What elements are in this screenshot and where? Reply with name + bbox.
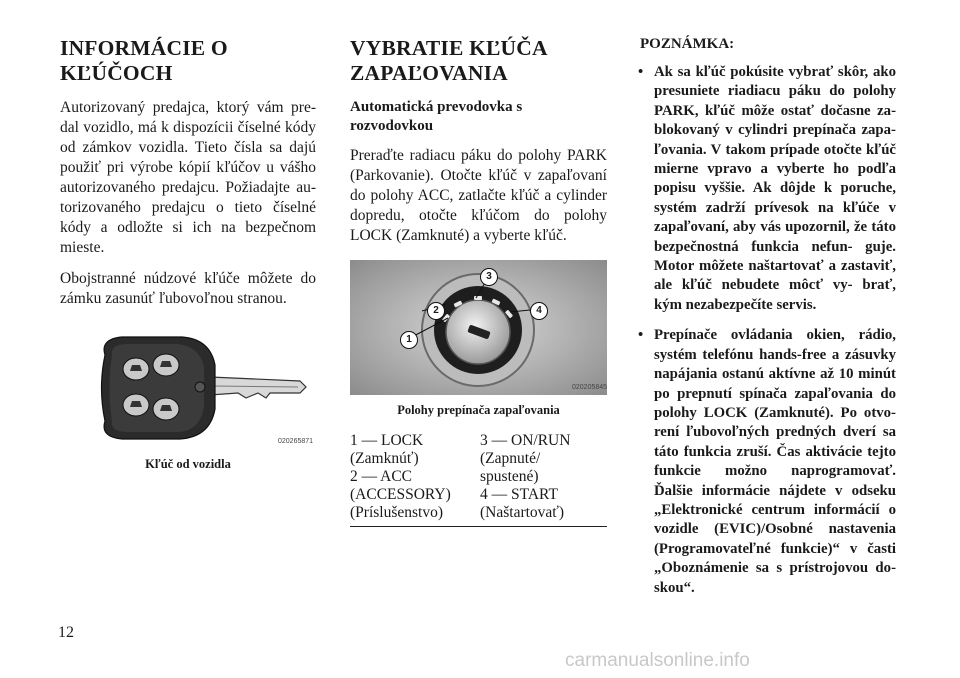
legend-cell: 3 — ON/RUN — [480, 432, 571, 449]
remove-key-subtitle: Automatická prevodovka s rozvodovkou — [350, 99, 523, 134]
note-section — [638, 36, 896, 609]
legend-cell: (ACCESSORY) — [350, 486, 451, 503]
callout-2: 2 — [427, 302, 445, 320]
note-bullet-1: • Ak sa kľúč pokúsite vybrať skôr, ako presuniete riadiacu páku do polohy PARK, kľúč môže ostať dočasne za- blokovaný v cylindri prepínača zapa- ľovania. V takom prípade otočte kľúč mierne vpravo a vyberte ho podľa popisu vyššie. Ak dôjde k poruche, systém zadrží prívesok na kľúče v zapaľovaní, aby vás upozornil, že táto bezpečnostná funkcia nefun- guje. Motor môžete naštartovať a zastaviť, ale kľúč nebudete môcť vy- brať, kým nezabezpečíte servis. — [638, 63, 896, 315]
legend-cell: (Zapnuté/ — [480, 450, 541, 467]
legend-cell: 4 — START — [480, 486, 558, 503]
key-info-section — [60, 36, 316, 472]
ignition-figure-caption: Polohy prepínača zapaľovania — [397, 403, 560, 417]
legend-cell: (Naštartovať) — [480, 504, 565, 521]
remove-key-title-line1: VYBRATIE KĽÚČA — [350, 36, 548, 60]
key-info-paragraph-2: Obojstranné núdzové kľúče môžete do zámku zasunúť ľubovoľnou stranou. — [60, 270, 316, 307]
ignition-switch-illustration — [350, 260, 607, 395]
key-info-title — [60, 36, 316, 86]
callout-4: 4 — [530, 302, 548, 320]
remove-key-title — [350, 36, 607, 86]
legend-cell: (Zamknúť) — [350, 450, 419, 467]
page-number: 12 — [58, 624, 74, 641]
key-figure-code: 020265871 — [278, 438, 314, 445]
callout-3: 3 — [480, 268, 498, 286]
legend-cell: 1 — LOCK — [350, 432, 424, 449]
note-list — [638, 63, 896, 598]
remove-key-section — [350, 36, 607, 527]
key-info-paragraph-1: Autorizovaný predajca, ktorý vám pre- dal vozidlo, má k dispozícii číselné kódy od zámkov vozidla. Tieto čísla sa dajú použiť pri výrobe kópií kľúčov u vášho autorizovaného predajcu. Požiadajte au- torizovaného predajcu o tieto číselné kódy a odložte si ich na bezpečnom mieste. — [60, 99, 316, 256]
ignition-positions-legend — [350, 432, 607, 527]
key-info-title-line2: KĽÚČOCH — [60, 61, 173, 85]
key-figure — [60, 325, 316, 451]
key-info-title-line1: INFORMÁCIE O — [60, 36, 228, 60]
ignition-figure-code: 020205845 — [572, 384, 608, 391]
legend-cell: (Príslušenstvo) — [350, 504, 443, 521]
callout-1: 1 — [400, 331, 418, 349]
footer-watermark: carmanualsonline.info — [565, 650, 750, 671]
legend-cell: 2 — ACC — [350, 468, 413, 485]
remove-key-title-line2: ZAPAĽOVANIA — [350, 61, 508, 85]
remove-key-paragraph: Preraďte radiacu páku do polohy PARK (Parkovanie). Otočte kľúč v zapaľovaní do polohy ACC, zatlačte kľúč a cylinder dopredu, otočte kľúčom do polohy LOCK (Zamknuté) a vyberte kľúč. — [350, 147, 607, 244]
legend-cell: spustené) — [480, 468, 539, 485]
ignition-figure — [350, 260, 607, 395]
note-title: POZNÁMKA: — [640, 36, 735, 52]
key-figure-caption: Kľúč od vozidla — [145, 457, 231, 471]
note-bullet-2: • Prepínače ovládania okien, rádio, systém telefónu hands-free a zásuvky napájania ostanú aktívne až 10 minút po prepnutí spínača zapaľovania do polohy LOCK (Zamknuté). Po otvo- rení ľubovoľných predných dverí sa táto funkcia zruší. Čas aktivácie tejto funkcie možno naprogramovať. Ďalšie informácie nájdete v odseku „Elektronické centrum informácií o vozidle (EVIC)/Osobné nastavenia (Programovateľné funkcie)“ v časti „Oboznámenie sa s prístrojovou do- skou“. — [638, 326, 896, 598]
car-key-illustration — [60, 325, 316, 451]
